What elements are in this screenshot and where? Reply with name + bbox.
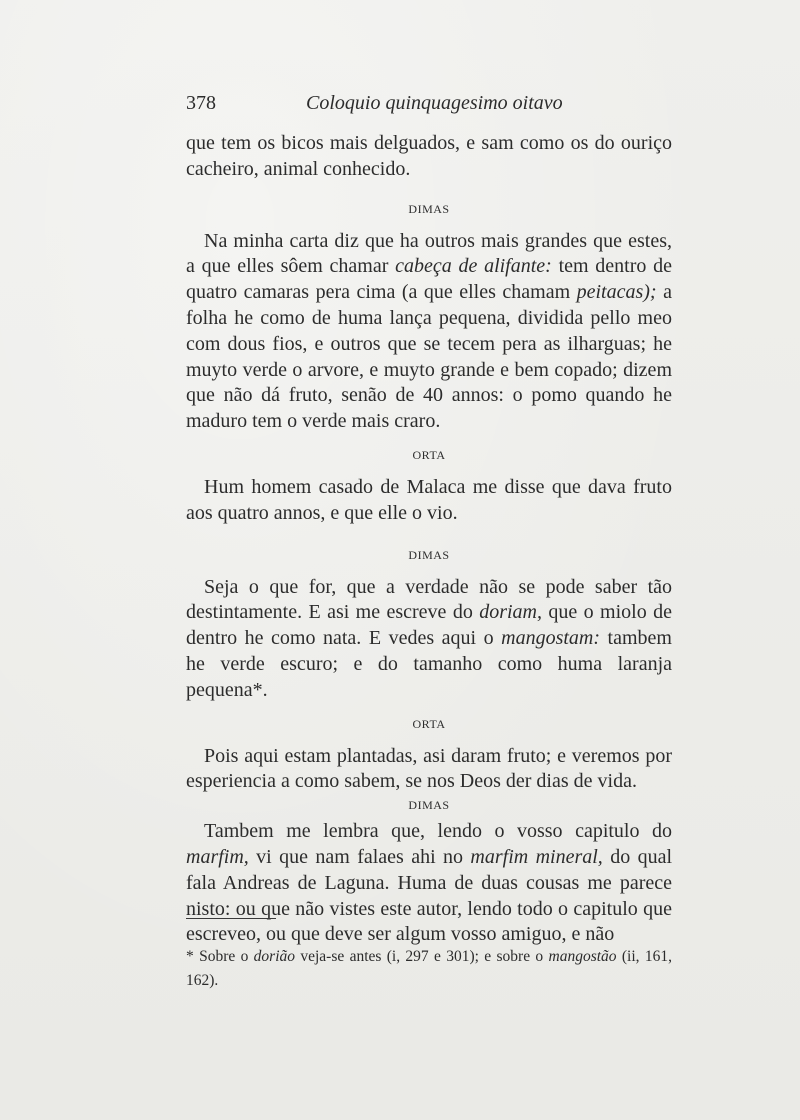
text-run: * Sobre o — [186, 948, 254, 965]
paragraph-continuation: que tem os bicos mais delguados, e sam como os do ouriço cacheiro, animal conhecido. — [186, 132, 672, 180]
italic-text: dorião — [253, 948, 296, 965]
footnote — [186, 945, 672, 993]
speaker-heading: DIMAS — [408, 201, 450, 216]
italic-text: mangostão — [548, 948, 617, 965]
text-run: (ii, 161, 162). — [186, 948, 672, 989]
italic-text: mangostam: — [501, 627, 601, 650]
text-run: que o miolo de dentro he como nata. E vedes aqui o — [186, 601, 672, 650]
page-header — [186, 92, 672, 116]
text-run: Seja o que for, que a verdade não se pode saber tão destintamente. E asi me escreve do — [186, 575, 672, 624]
paragraph — [186, 575, 672, 704]
italic-text: peitacas); — [576, 281, 657, 304]
speaker-heading: DIMAS — [408, 798, 450, 813]
speaker-heading: ORTA — [412, 716, 446, 731]
paragraph: Hum homem casado de Malaca me disse que dava fruto aos quatro annos, e que elle o vio. — [186, 475, 672, 524]
italic-text: marfim, — [186, 845, 249, 868]
text-run: vi que nam falaes ahi no — [248, 845, 471, 868]
italic-text: marfim mineral, — [470, 845, 603, 868]
paragraph — [186, 819, 672, 948]
paragraph — [186, 229, 672, 435]
italic-text: cabeça de alifante: — [395, 255, 552, 278]
main-text — [186, 131, 672, 948]
speaker-heading: ORTA — [412, 447, 446, 462]
speaker-heading: DIMAS — [408, 547, 450, 562]
text-run: Na minha carta diz que ha outros mais grandes que estes, a que elles sôem chamar — [186, 229, 672, 278]
text-run: tambem he verde escuro; e do tamanho como huma laranja pequena*. — [186, 627, 672, 701]
text-run: a folha he como de huma lança pequena, dividida pello meo com dous fios, e outros que se tecem pera as ilharguas; he muyto verde o arvore, e muyto grande e bem copado; dizem que não dá fruto, senão de 40 annos: o pomo quando he maduro tem o verde mais craro. — [186, 281, 672, 433]
text-run: Tambem me lembra que, lendo o vosso capitulo do — [204, 820, 672, 843]
text-run: veja-se antes (i, 297 e 301); e sobre o — [295, 948, 549, 965]
paragraph: Pois aqui estam plantadas, asi daram fruto; e veremos por esperiencia a como sabem, se nos Deos der dias de vida. — [186, 744, 672, 793]
italic-text: doriam, — [479, 601, 543, 624]
footnote-divider — [186, 918, 276, 919]
text-run: do qual fala Andreas de Laguna. Huma de duas cousas me parece nisto: ou que não vistes este autor, lendo todo o capitulo que escreveo, ou que deve ser algum vosso amiguo, e não — [186, 845, 673, 946]
page-number: 378 — [186, 92, 216, 114]
text-run: tem dentro de quatro camaras pera cima (a que elles chamam — [186, 255, 672, 304]
running-title: Coloquio quinquagesimo oitavo — [306, 92, 563, 114]
footnote-text — [186, 945, 672, 993]
